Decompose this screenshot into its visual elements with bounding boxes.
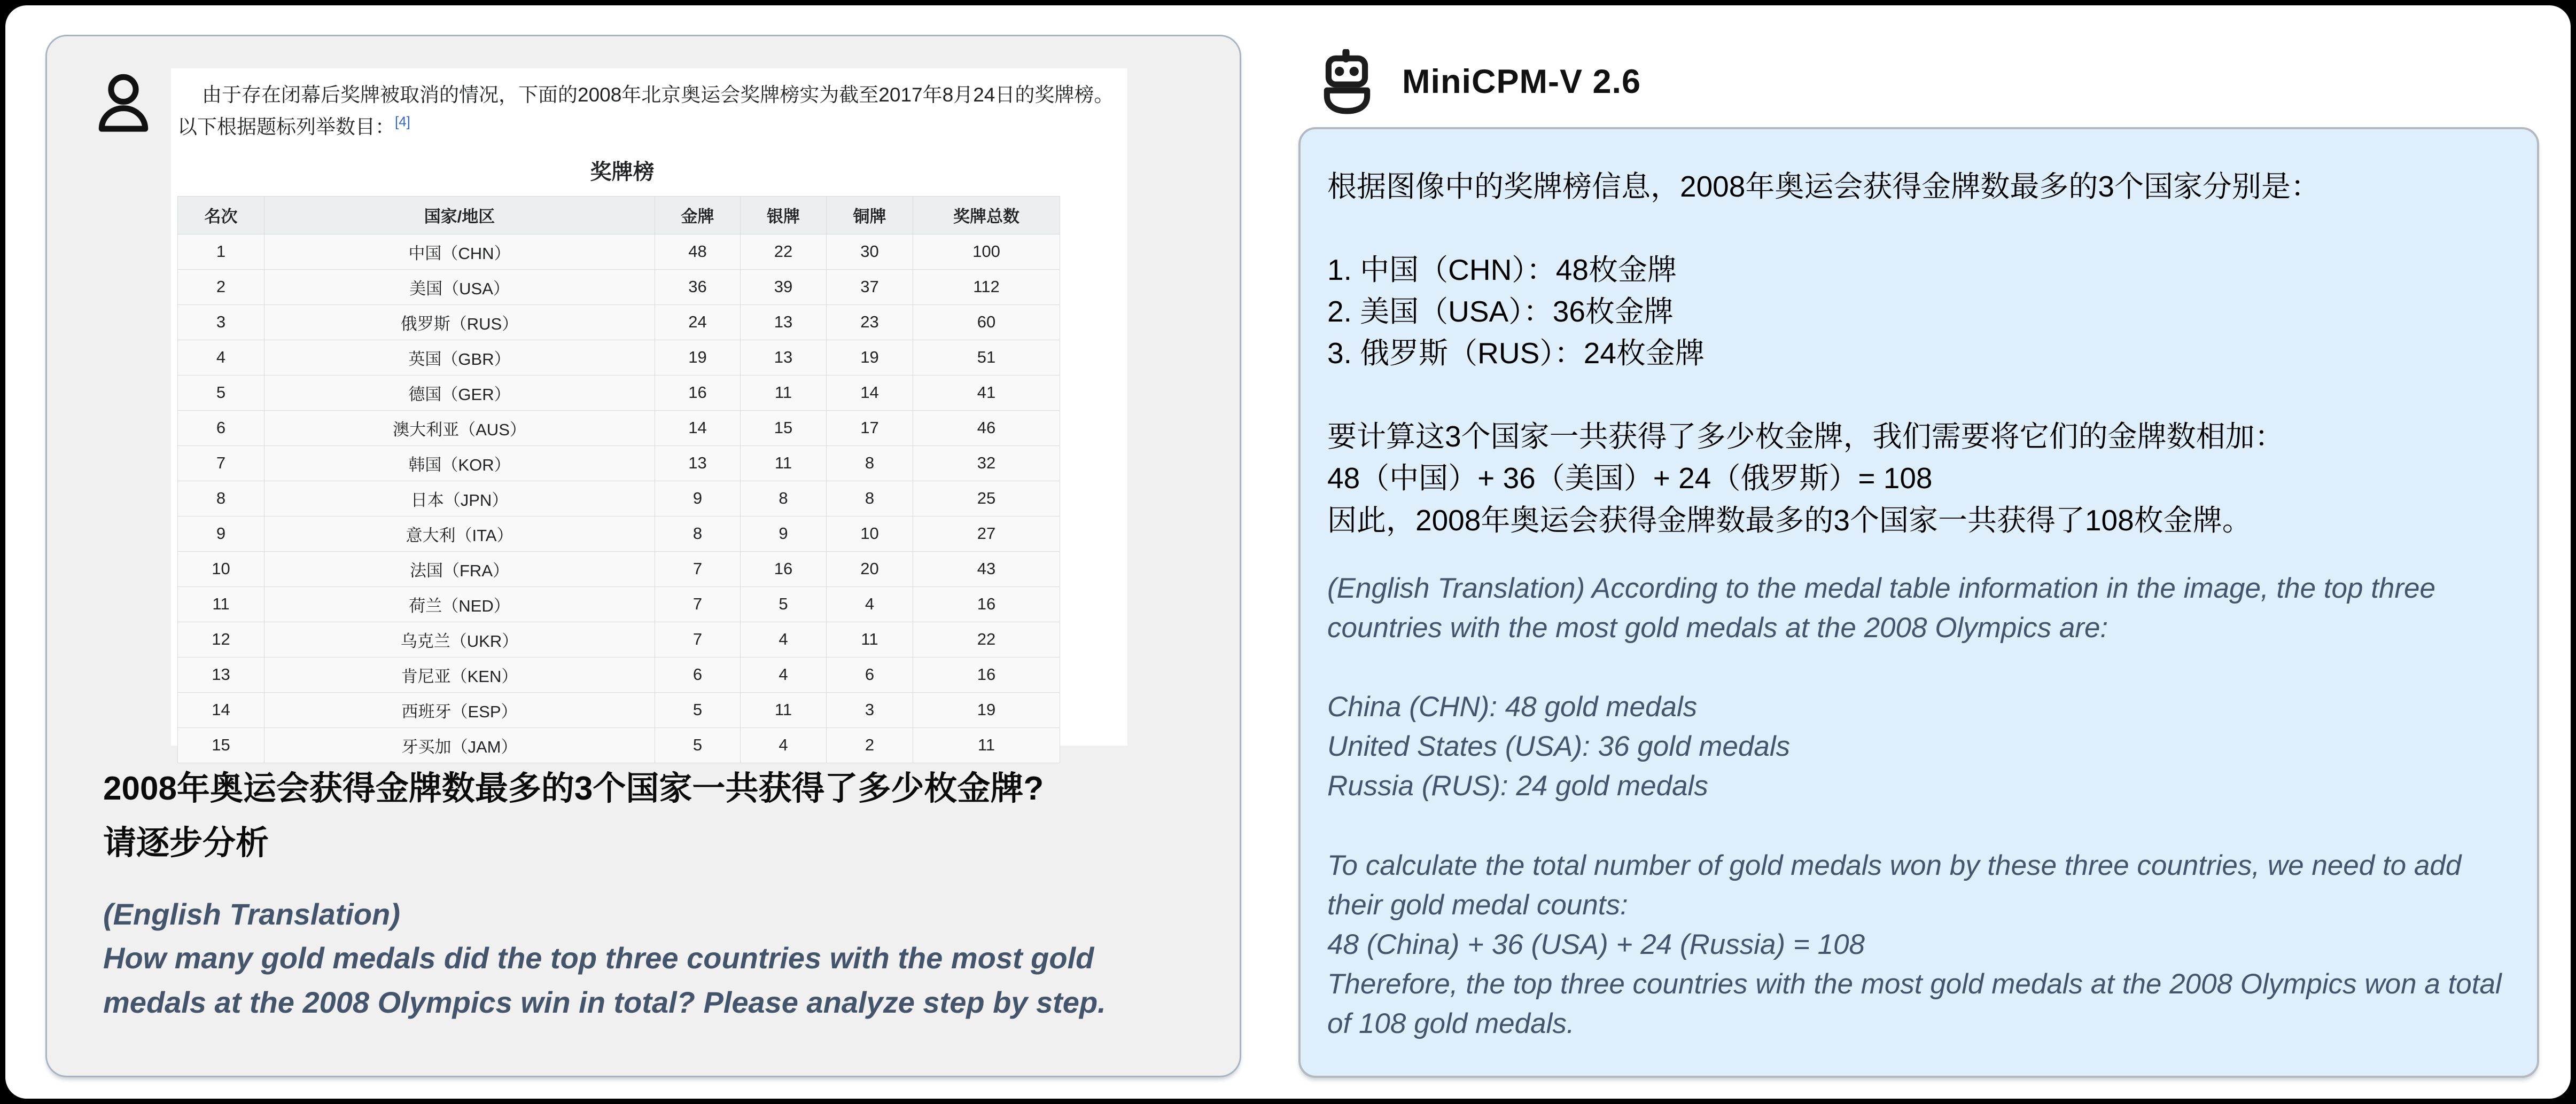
medal-cell: 14	[827, 375, 913, 410]
medal-table	[177, 196, 1060, 763]
medal-cell: 5	[178, 375, 264, 410]
table-row	[178, 657, 1060, 692]
medal-cell: 48	[655, 234, 741, 269]
medal-cell: 牙买加（JAM）	[264, 727, 655, 763]
figure-canvas	[5, 5, 2571, 1099]
answer-zh-calc	[1327, 416, 2512, 541]
medal-cell: 1	[178, 234, 264, 269]
medal-cell: 9	[178, 516, 264, 551]
medal-cell: 13	[655, 445, 741, 481]
medal-cell: 11	[827, 622, 913, 657]
answer-zh-calc-intro: 要计算这3个国家一共获得了多少枚金牌，我们需要将它们的金牌数相加：	[1327, 420, 2284, 453]
model-answer-bubble	[1298, 127, 2539, 1078]
medal-cell: 乌克兰（UKR）	[264, 622, 655, 657]
answer-en-intro: (English Translation) According to the medal table information in the image, the top three countries with the most gold medals at the 2008 Olympics are:	[1327, 572, 2436, 644]
medal-cell: 10	[178, 551, 264, 586]
medal-cell: 2	[178, 269, 264, 304]
medal-cell: 36	[655, 269, 741, 304]
table-row	[178, 269, 1060, 304]
medal-cell: 6	[655, 657, 741, 692]
table-row	[178, 692, 1060, 727]
medal-cell: 6	[178, 410, 264, 445]
medal-cell: 4	[741, 622, 827, 657]
question-en-label: (English Translation)	[103, 897, 400, 931]
medal-cell: 23	[827, 304, 913, 340]
medal-cell: 27	[913, 516, 1060, 551]
medal-cell: 8	[741, 481, 827, 516]
medal-cell: 11	[741, 692, 827, 727]
medal-cell: 3	[827, 692, 913, 727]
table-header-row	[178, 196, 1060, 234]
medal-cell: 37	[827, 269, 913, 304]
medal-cell: 41	[913, 375, 1060, 410]
medal-cell: 7	[655, 622, 741, 657]
medal-cell: 俄罗斯（RUS）	[264, 304, 655, 340]
medal-column-header: 国家/地区	[264, 196, 655, 234]
medal-cell: 4	[827, 586, 913, 622]
medal-cell: 24	[655, 304, 741, 340]
medal-cell: 100	[913, 234, 1060, 269]
medal-cell: 16	[655, 375, 741, 410]
medal-cell: 60	[913, 304, 1060, 340]
medal-cell: 30	[827, 234, 913, 269]
medal-cell: 20	[827, 551, 913, 586]
medal-cell: 51	[913, 340, 1060, 375]
medal-cell: 8	[178, 481, 264, 516]
medal-cell: 澳大利亚（AUS）	[264, 410, 655, 445]
medal-cell: 6	[827, 657, 913, 692]
medal-cell: 7	[655, 586, 741, 622]
medal-cell: 14	[655, 410, 741, 445]
medal-cell: 法国（FRA）	[264, 551, 655, 586]
answer-en	[1327, 569, 2512, 1044]
table-row	[178, 516, 1060, 551]
medal-cell: 5	[655, 727, 741, 763]
question-zh	[103, 762, 1204, 871]
medal-cell: 4	[741, 727, 827, 763]
medal-cell: 14	[178, 692, 264, 727]
table-row	[178, 375, 1060, 410]
answer-en-calc-formula: 48 (China) + 36 (USA) + 24 (Russia) = 108	[1327, 928, 1865, 960]
user-turn-panel	[45, 35, 1241, 1077]
medal-cell: 13	[741, 304, 827, 340]
medal-cell: 意大利（ITA）	[264, 516, 655, 551]
medal-cell: 德国（GER）	[264, 375, 655, 410]
medal-table-wrap	[177, 155, 1067, 763]
answer-en-item-1: China (CHN): 48 gold medals	[1327, 691, 1698, 723]
medal-cell: 15	[178, 727, 264, 763]
medal-cell: 25	[913, 481, 1060, 516]
table-row	[178, 551, 1060, 586]
medal-cell: 日本（JPN）	[264, 481, 655, 516]
model-header	[1314, 47, 1641, 116]
question-en-text: How many gold medals did the top three countries with the most gold medals at the 2008 Olympics win in total? Please analyze step by step.	[103, 941, 1106, 1020]
medal-cell: 15	[741, 410, 827, 445]
medal-cell: 16	[741, 551, 827, 586]
medal-cell: 9	[741, 516, 827, 551]
medal-cell: 16	[913, 586, 1060, 622]
table-row	[178, 410, 1060, 445]
medal-cell: 16	[913, 657, 1060, 692]
medal-cell: 7	[655, 551, 741, 586]
table-row	[178, 445, 1060, 481]
medal-cell: 8	[827, 481, 913, 516]
medal-cell: 英国（GBR）	[264, 340, 655, 375]
model-name: MiniCPM-V 2.6	[1402, 63, 1641, 100]
table-row	[178, 481, 1060, 516]
medal-table-image	[171, 68, 1127, 756]
question-zh-line-1: 2008年奥运会获得金牌数最多的3个国家一共获得了多少枚金牌?	[103, 770, 1044, 807]
table-row	[178, 304, 1060, 340]
medal-column-header: 名次	[178, 196, 264, 234]
medal-cell: 10	[827, 516, 913, 551]
medal-cell: 5	[741, 586, 827, 622]
medal-cell: 2	[827, 727, 913, 763]
medal-column-header: 银牌	[741, 196, 827, 234]
answer-en-list	[1327, 687, 2512, 807]
medal-cell: 8	[827, 445, 913, 481]
medal-cell: 32	[913, 445, 1060, 481]
wiki-intro-text	[177, 79, 1121, 143]
medal-cell: 13	[178, 657, 264, 692]
robot-icon	[1314, 49, 1380, 114]
medal-cell: 46	[913, 410, 1060, 445]
medal-column-header: 金牌	[655, 196, 741, 234]
user-icon	[94, 71, 153, 139]
medal-cell: 11	[741, 445, 827, 481]
answer-en-calc	[1327, 846, 2512, 1044]
medal-cell: 中国（CHN）	[264, 234, 655, 269]
medal-cell: 4	[741, 657, 827, 692]
table-row	[178, 234, 1060, 269]
medal-cell: 肯尼亚（KEN）	[264, 657, 655, 692]
medal-cell: 22	[741, 234, 827, 269]
medal-cell: 7	[178, 445, 264, 481]
medal-cell: 17	[827, 410, 913, 445]
medal-cell: 8	[655, 516, 741, 551]
medal-column-header: 奖牌总数	[913, 196, 1060, 234]
medal-cell: 12	[178, 622, 264, 657]
answer-en-item-2: United States (USA): 36 gold medals	[1327, 731, 1791, 763]
medal-cell: 11	[178, 586, 264, 622]
medal-cell: 9	[655, 481, 741, 516]
medal-cell: 荷兰（NED）	[264, 586, 655, 622]
medal-table-body	[178, 234, 1060, 763]
medal-cell: 19	[827, 340, 913, 375]
medal-cell: 13	[741, 340, 827, 375]
medal-column-header: 铜牌	[827, 196, 913, 234]
medal-cell: 19	[655, 340, 741, 375]
answer-zh-item-2: 2. 美国（USA）：36枚金牌	[1327, 295, 1674, 328]
table-row	[178, 586, 1060, 622]
medal-cell: 韩国（KOR）	[264, 445, 655, 481]
answer-en-conclusion: Therefore, the top three countries with the most gold medals at the 2008 Olympics won a total of 108 gold medals.	[1327, 968, 2502, 1040]
answer-zh-list	[1327, 249, 2512, 374]
answer-zh-intro: 根据图像中的奖牌榜信息，2008年奥运会获得金牌数最多的3个国家分别是：	[1327, 170, 2320, 203]
question-en	[103, 892, 1204, 1025]
answer-en-calc-intro: To calculate the total number of gold medals won by these three countries, we need to add their gold medal counts:	[1327, 849, 2462, 921]
question-zh-line-2: 请逐步分析	[103, 825, 269, 862]
medal-cell: 西班牙（ESP）	[264, 692, 655, 727]
table-row	[178, 727, 1060, 763]
answer-zh-calc-formula: 48（中国）+ 36（美国）+ 24（俄罗斯）= 108	[1327, 461, 1933, 495]
medal-cell: 22	[913, 622, 1060, 657]
answer-zh-conclusion: 因此，2008年奥运会获得金牌数最多的3个国家一共获得了108枚金牌。	[1327, 503, 2252, 537]
medal-cell: 5	[655, 692, 741, 727]
medal-cell: 11	[913, 727, 1060, 763]
table-row	[178, 622, 1060, 657]
medal-cell: 3	[178, 304, 264, 340]
table-caption: 奖牌榜	[590, 160, 655, 184]
medal-cell: 112	[913, 269, 1060, 304]
medal-cell: 4	[178, 340, 264, 375]
medal-cell: 11	[741, 375, 827, 410]
table-row	[178, 340, 1060, 375]
answer-zh-item-1: 1. 中国（CHN）：48枚金牌	[1327, 253, 1677, 287]
answer-zh-item-3: 3. 俄罗斯（RUS）：24枚金牌	[1327, 336, 1705, 370]
medal-cell: 美国（USA）	[264, 269, 655, 304]
medal-cell: 43	[913, 551, 1060, 586]
wiki-intro-span: 由于存在闭幕后奖牌被取消的情况，下面的2008年北京奥运会奖牌榜实为截至2017年8月24日的奖牌榜。以下根据题标列举数目：	[177, 84, 1114, 138]
answer-zh	[1327, 166, 2512, 541]
answer-en-item-3: Russia (RUS): 24 gold medals	[1327, 770, 1708, 802]
reference-link[interactable]: [4]	[395, 113, 410, 130]
user-question	[103, 762, 1204, 1025]
medal-cell: 39	[741, 269, 827, 304]
medal-cell: 19	[913, 692, 1060, 727]
